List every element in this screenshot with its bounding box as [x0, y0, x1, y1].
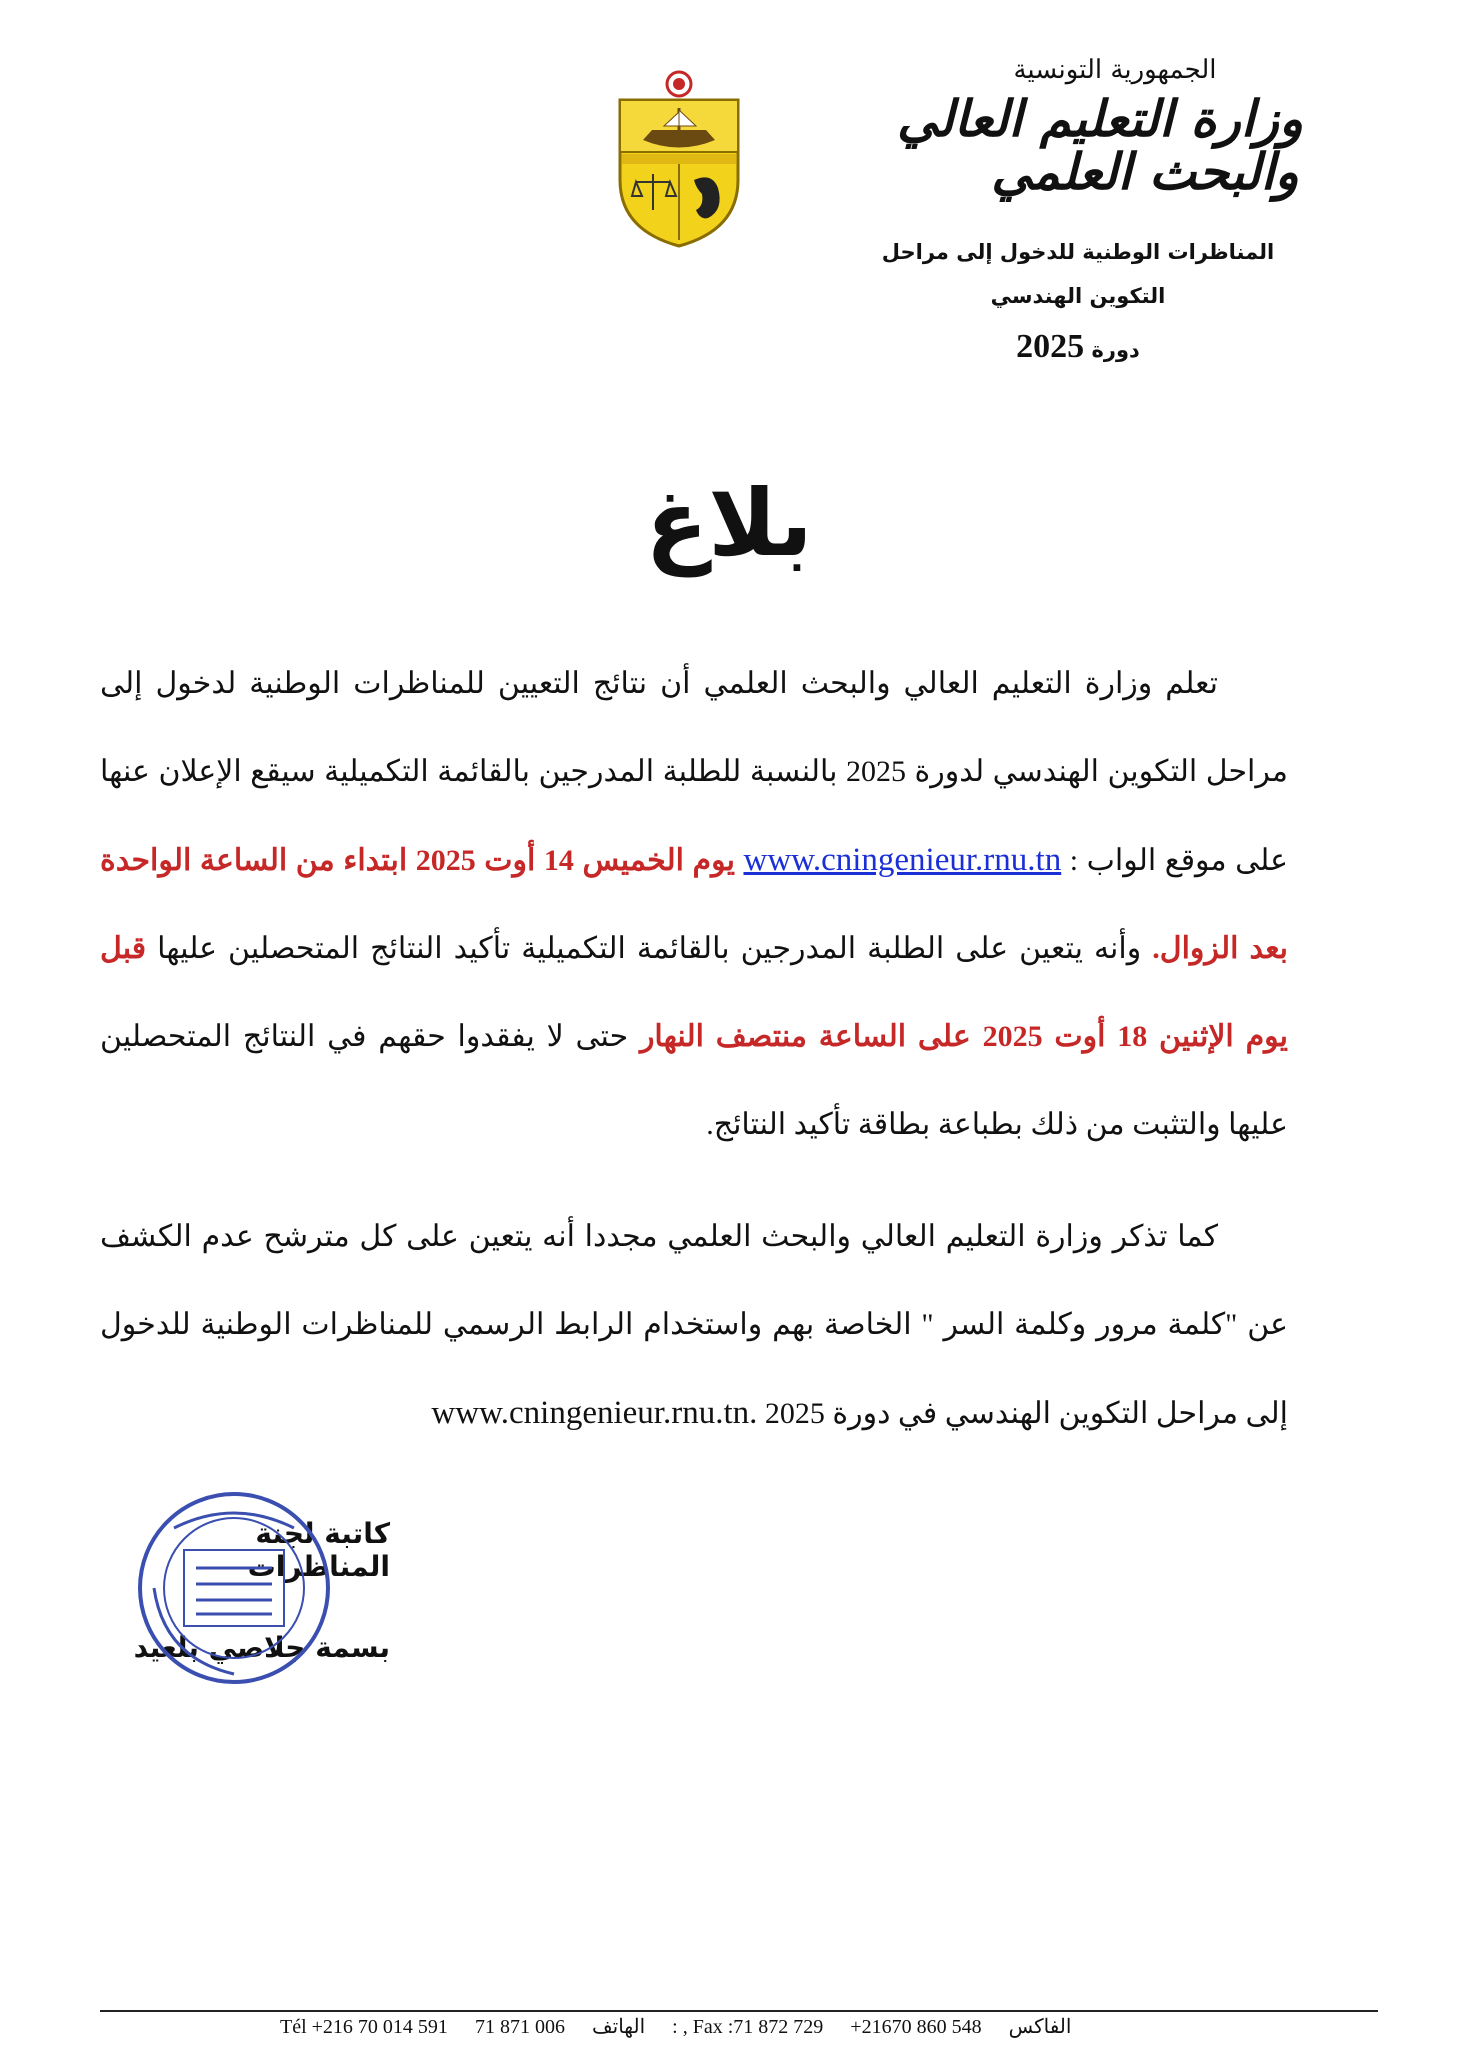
- signatory-name: بسمة جلاصي بلعيد: [133, 1631, 390, 1664]
- footer-phone2: 71 871 006: [474, 2016, 565, 2038]
- session-line: [878, 328, 1278, 366]
- ministry-header: [880, 55, 1320, 201]
- footer-fax: : , Fax :71 872 729: [672, 2016, 824, 2038]
- paragraph-2-text: كما تذكر وزارة التعليم العالي والبحث العلمي مجددا أنه يتعين على كل مترشح عدم الكشف عن "كلمة مرور وكلمة السر " الخاصة بهم واستخدام الرابط الرسمي للمناظرات الوطنية للدخول إلى مراحل التكوين الهندسي في دورة 2025: [100, 1220, 1288, 1430]
- contest-info: [878, 240, 1278, 386]
- tunisia-coat-of-arms-icon: [608, 70, 750, 250]
- footer-fax2: +21670 860 548: [850, 2016, 982, 2038]
- announcement-body: [100, 640, 1288, 1458]
- highlight-confirmation-deadline: قبل يوم الإثنين 18 أوت 2025 على الساعة منتصف النهار: [100, 932, 1288, 1053]
- signatory-title: كاتبة لجنة المناظرات: [247, 1517, 390, 1583]
- session-label: دورة: [1091, 338, 1140, 362]
- paragraph-1-text-a: تعلم وزارة التعليم العالي والبحث العلمي أن نتائج التعيين للمناظرات الوطنية لدخول إلى مراحل التكوين الهندسي لدورة 2025 بالنسبة للطلبة المدرجين بالقائمة التكميلية سيقع الإعلان عنها على موقع الواب :: [100, 667, 1289, 877]
- paragraph-1-text-c: حتى لا يفقدوا حقهم في النتائج المتحصلين عليها والتثبت من ذلك بطباعة بطاقة تأكيد النتائج.: [100, 1020, 1288, 1141]
- paragraph-1-text-b: وأنه يتعين على الطلبة المدرجين بالقائمة التكميلية تأكيد النتائج المتحصلين عليها: [157, 932, 1142, 965]
- highlight-publication-date: يوم الخميس 14 أوت 2025 ابتداء من الساعة الواحدة بعد الزوال.: [100, 844, 1289, 965]
- ministry-name-line2: والبحث العلمي: [991, 141, 1299, 201]
- official-stamp-icon: [134, 1488, 334, 1688]
- ministry-name-line1: وزارة التعليم العالي: [897, 89, 1303, 148]
- contact-footer: [280, 2014, 1093, 2039]
- footer-divider: [100, 2010, 1378, 2012]
- website-url-text: www.cningenieur.rnu.tn.: [431, 1395, 758, 1431]
- paragraph-1: [100, 640, 1288, 1169]
- contest-name-line2: التكوين الهندسي: [990, 284, 1166, 308]
- republic-name: الجمهورية التونسية: [1013, 55, 1217, 85]
- paragraph-2: [100, 1193, 1288, 1458]
- footer-phone-label: الهاتف: [591, 2016, 646, 2038]
- contest-name-line1: المناظرات الوطنية للدخول إلى مراحل: [881, 240, 1275, 264]
- footer-fax-label: الفاكس: [1008, 2016, 1072, 2038]
- page-title: بلاغ: [645, 470, 813, 577]
- footer-tel: Tél +216 70 014 591: [280, 2016, 448, 2038]
- session-year: 2025: [1016, 328, 1085, 365]
- website-link[interactable]: www.cningenieur.rnu.tn: [743, 842, 1062, 878]
